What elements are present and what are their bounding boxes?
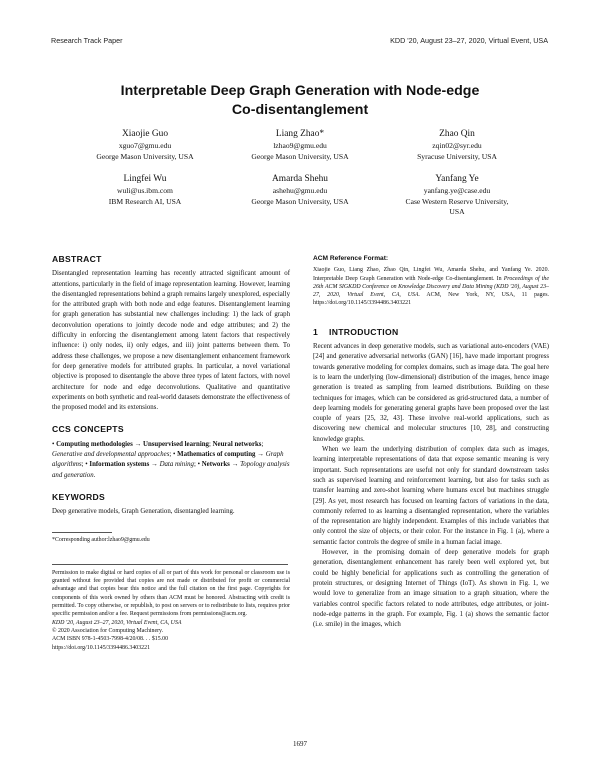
page-number: 1697 — [293, 740, 307, 748]
author-name: Yanfang Ye — [435, 174, 479, 184]
ccs-term: Networks — [201, 461, 230, 469]
author-block — [372, 173, 542, 218]
section-title: INTRODUCTION — [329, 326, 399, 337]
ccs-term: Computing methodologies — [56, 440, 133, 448]
author-affiliation: Case Western Reserve University, — [405, 196, 509, 206]
ccs-term: Topology analysis and generation — [52, 461, 290, 479]
acm-ref-tail: ACM, New York, NY, USA, 11 pages. https://doi.org/10.1145/3394486.3403221 — [313, 292, 549, 307]
permission-isbn: ACM ISBN 978-1-4503-7998-4/20/08. . . $15.00 — [52, 636, 169, 643]
separator: ; — [208, 440, 213, 448]
left-column — [52, 254, 290, 652]
ccs-term: Graph algorithms — [52, 451, 284, 469]
bullet: • — [197, 461, 202, 469]
ccs-term: Data mining — [159, 461, 194, 469]
keywords-heading: KEYWORDS — [52, 491, 106, 502]
author-block — [215, 128, 385, 162]
author-affiliation: George Mason University, USA — [251, 196, 349, 206]
section-number: 1 — [313, 326, 319, 337]
arrow: → — [149, 461, 160, 469]
arrow: → — [229, 461, 241, 469]
author-affiliation: George Mason University, USA — [96, 151, 194, 161]
author-block — [60, 173, 230, 207]
footnote — [52, 532, 290, 544]
ccs-heading: CCS CONCEPTS — [52, 424, 124, 435]
ccs-term: Mathematics of computing — [177, 451, 256, 459]
arrow: → — [132, 440, 143, 448]
author-email: lzhao9@gmu.edu — [273, 141, 327, 150]
right-column — [313, 254, 549, 630]
author-affiliation-cont: USA — [449, 207, 465, 217]
author-email: wuli@us.ibm.com — [117, 186, 173, 195]
acm-ref-authors: Xiaojie Guo, Liang Zhao, Zhao Qin, Lingfei Wu, Amarda Shehu, and Yanfang Ye. 2020. Interpretable Deep Graph Generation with Node-edge Co-disentanglement. In — [313, 267, 549, 282]
running-head-right: KDD '20, August 23–27, 2020, Virtual Event, USA — [390, 36, 548, 45]
author-affiliation: IBM Research AI, USA — [108, 196, 182, 206]
running-head-left: Research Track Paper — [51, 36, 123, 45]
permission-copyright: © 2020 Association for Computing Machinery. — [52, 627, 164, 634]
separator: ; — [193, 461, 198, 469]
permission-rule — [52, 564, 288, 565]
ccs-term: Generative and developmental approaches — [52, 451, 170, 459]
intro-paragraph-3: However, in the promising domain of deep generative models for graph generation, disentanglement enhancement has rarely been well explored yet, but could be highly beneficial for applications such as controlling the generation of protein structures, or designing Internet of Things (IoT). As shown in Fig. 1, we would love to generalize from an image situation to a graph situation, where the variables control specific factors related to node attributes, edge attributes, or joint-node-edge patterns in the graph. For example, Fig. 1 (a) shows the semantic factor (i.e. smile) in the images, which — [313, 549, 549, 629]
permission-venue: KDD '20, August 23–27, 2020, Virtual Event, CA, USA — [52, 619, 182, 626]
title-line-1: Interpretable Deep Graph Generation with Node-edge — [120, 83, 480, 99]
author-email: xguo7@gmu.edu — [118, 141, 172, 150]
footnote-rule — [52, 532, 112, 533]
permission-text: Permission to make digital or hard copies of all or part of this work for personal or classroom use is granted without fee provided that copies are not made or distributed for profit or commercial advantage and that copies bear this notice and the full citation on the first page. Copyrights for components of this work owned by others than ACM must be honored. Abstracting with credit is permitted. To copy otherwise, or republish, to post on servers or to redistribute to lists, requires prior specific permission and/or a fee. Request permissions from permissions@acm.org. — [52, 569, 290, 618]
intro-heading — [313, 327, 549, 337]
author-name: Amarda Shehu — [272, 174, 328, 184]
separator: . — [93, 471, 96, 479]
author-affiliation: George Mason University, USA — [251, 151, 349, 161]
author-block — [372, 128, 542, 162]
separator: ; — [169, 451, 174, 459]
abstract-text: Disentangled representation learning has recently attracted significant amount of attentions, particularly in the field of image representation learning. However, learning the disentangled representations behind a graph remains largely unexplored, especially for the attributed graph with both node and edge features. Disentanglement learning for graph generation has substantial new challenges including: 1) the lack of graph deconvolution operations to jointly decode node and edge attributes; and 2) the difficulty in enforcing the disentanglement among latent factors that respectively influence: i) only nodes, ii) only edges, and iii) joint patterns between them. To address these challenges, we propose a new disentanglement enhancement framework for deep generative models for attributed graphs. In particular, a novel variational objective is proposed to disentangle the above three types of latent factors, with novel architecture for node and edge deconvolutions. Qualitative and quantitative experiments on both synthetic and real-world datasets demonstrate the effectiveness of the proposed model and its extensions. — [52, 270, 290, 412]
separator: ; — [81, 461, 86, 469]
bullet: • — [52, 440, 57, 448]
permission-block — [52, 564, 290, 652]
ccs-term: Neural networks — [212, 440, 262, 448]
acm-ref-venue: Proceedings of the 26th ACM SIGKDD Conference on Knowledge Discovery and Data Mining (KDD '20), August 23–27, 2020, Virtual Event, CA, USA. — [313, 275, 549, 299]
keywords-text: Deep generative models, Graph Generation, disentangled learning. — [52, 508, 235, 516]
author-email: zqin02@syr.edu — [432, 141, 482, 150]
author-affiliation: Syracuse University, USA — [417, 151, 497, 161]
author-email: ashehu@gmu.edu — [272, 186, 328, 195]
acm-ref-text — [313, 266, 549, 307]
ccs-concepts — [52, 440, 290, 481]
title-line-2: Co-disentanglement — [231, 102, 369, 118]
author-name: Lingfei Wu — [123, 174, 167, 184]
intro-paragraph-2: When we learn the underlying distribution of complex data such as images, learning interpretable representations of data that expose semantic meaning is very important. Such representations are useful not only for standard downstream tasks such as supervised learning and reinforcement learning, but also for tasks such as transfer learning and zero-shot learning where humans excel but machines struggle [29]. As yet, most research has focused on learning factors of variations in the data, commonly referred to as learning a disentangled representation, where the variables of the representation are highly independent. Examples of this include variables that only control the size of objects, or their color. For the instance in Fig. 1 (a), where a semantic factor controls the degree of smile in a human facial image. — [313, 446, 549, 546]
author-name: Zhao Qin — [439, 129, 475, 139]
arrow: → — [255, 451, 266, 459]
author-email: yanfang.ye@case.edu — [423, 186, 491, 195]
abstract-heading: ABSTRACT — [52, 254, 102, 264]
paper-title — [40, 82, 560, 120]
ccs-term: Information systems — [89, 461, 150, 469]
author-block — [60, 128, 230, 162]
footnote-text: *Corresponding author:lzhao9@gmu.edu — [52, 536, 150, 543]
author-name: Xiaojie Guo — [121, 129, 169, 139]
permission-doi: https://doi.org/10.1145/3394486.3403221 — [52, 644, 151, 651]
author-block — [215, 173, 385, 207]
bullet: • — [173, 451, 178, 459]
ccs-term: Unsupervised learning — [143, 440, 209, 448]
acm-ref-heading: ACM Reference Format: — [313, 255, 389, 262]
separator: ; — [261, 440, 264, 448]
author-name: Liang Zhao* — [275, 129, 325, 139]
intro-paragraph-1: Recent advances in deep generative models, such as variational auto-encoders (VAE) [24] and generative adversarial networks (GAN) [16], have made important progress towards generative modeling for complex domains, such as image data. The goal here is to learn the underlying (low-dimensional) distribution of the images, hence image generation is treated as sampling from learned distributions. Building on these techniques for images, which can be considered as grid-structured data, a number of deep learning models for generating general graphs have been proposed over the last couple of years [25, 32, 43]. These involve real-world applications, such as discovering new chemical and molecular structures [10, 28], and constructing knowledge graphs. — [313, 343, 549, 443]
bullet: • — [85, 461, 90, 469]
